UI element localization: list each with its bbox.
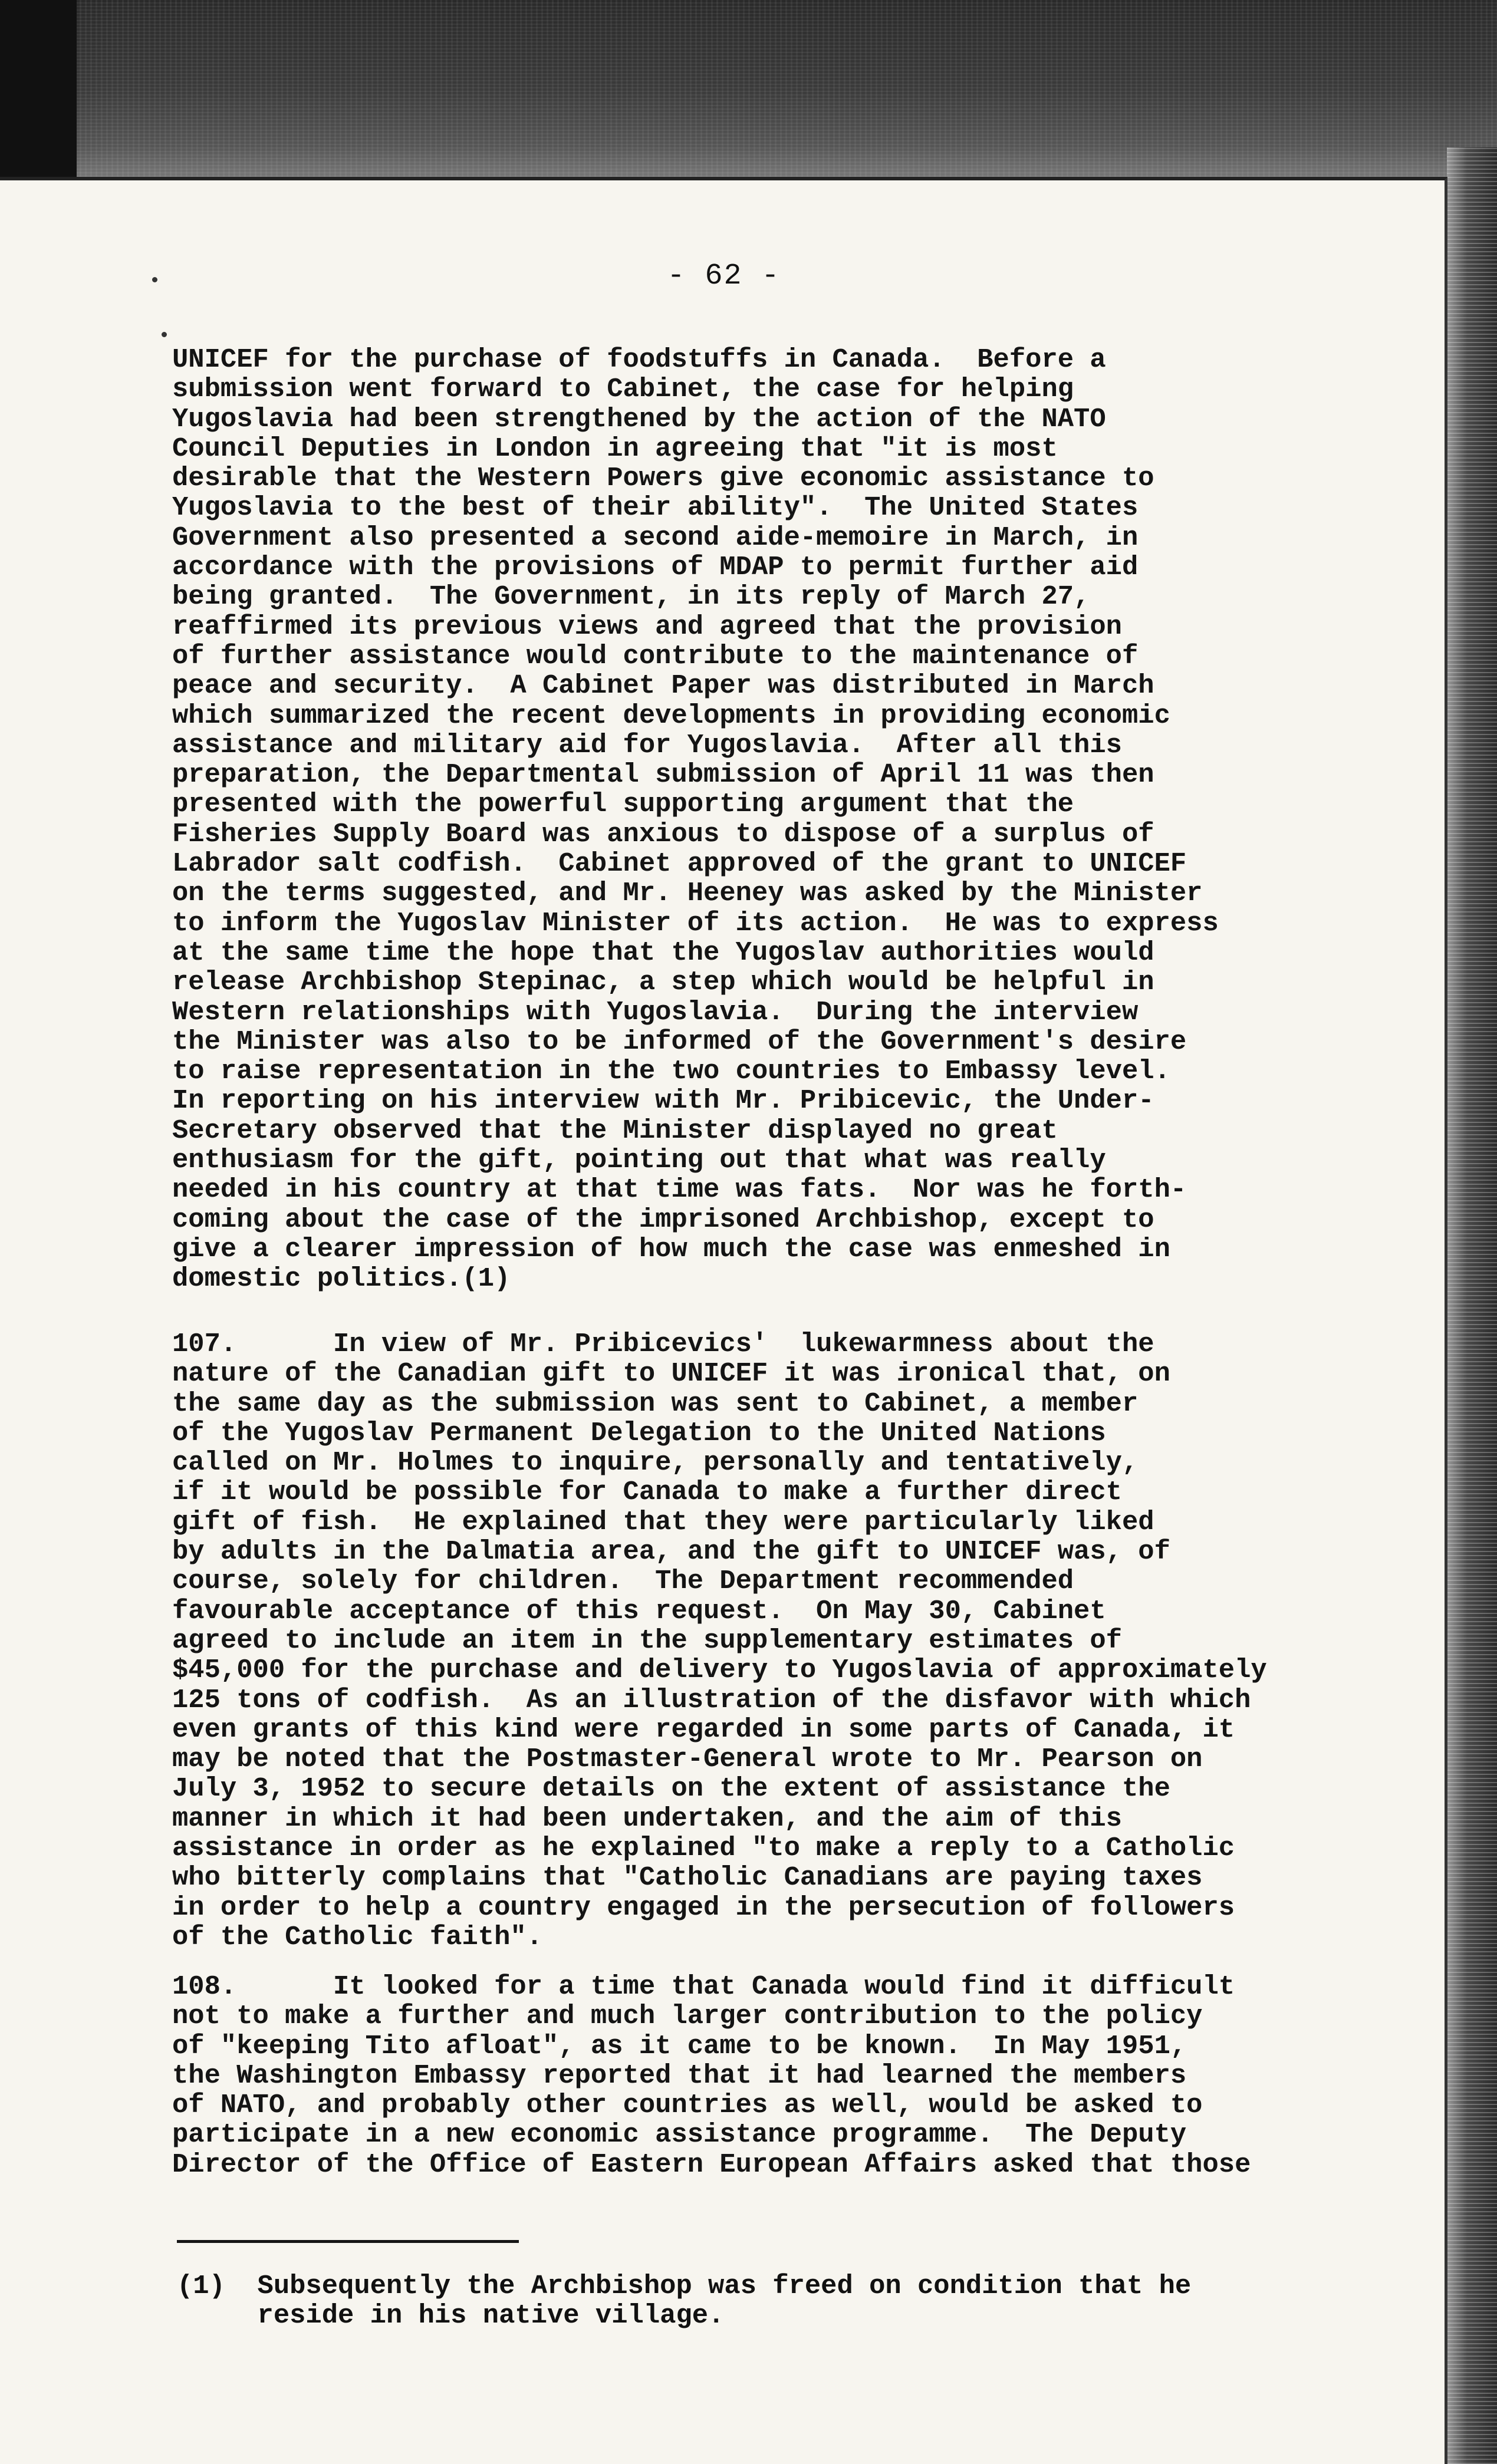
- text-line: accordance with the provisions of MDAP to permit further aid: [172, 552, 1139, 583]
- text-line: of further assistance would contribute to the maintenance of: [172, 640, 1139, 671]
- text-line: not to make a further and much larger contribution to the policy: [172, 2001, 1203, 2032]
- text-line: the Minister was also to be informed of the Government's desire: [172, 1026, 1187, 1057]
- text-line: course, solely for children. The Department recommended: [172, 1566, 1074, 1597]
- text-line: assistance in order as he explained "to make a reply to a Catholic: [172, 1833, 1235, 1864]
- text-line: Government also presented a second aide-memoire in March, in: [172, 522, 1139, 553]
- text-line: 108. It looked for a time that Canada would find it difficult: [172, 1971, 1235, 2002]
- text-line: favourable acceptance of this request. On May 30, Cabinet: [172, 1595, 1106, 1626]
- text-line: Yugoslavia had been strengthened by the action of the NATO: [172, 403, 1106, 434]
- text-line: Council Deputies in London in agreeing that "it is most: [172, 433, 1058, 464]
- text-line: of NATO, and probably other countries as well, would be asked to: [172, 2090, 1203, 2121]
- text-line: Fisheries Supply Board was anxious to dispose of a surplus of: [172, 818, 1154, 849]
- text-line: Western relationships with Yugoslavia. During the interview: [172, 996, 1139, 1027]
- text-line: July 3, 1952 to secure details on the extent of assistance the: [172, 1773, 1170, 1804]
- text-line: the Washington Embassy reported that it had learned the members: [172, 2060, 1187, 2091]
- text-line: Labrador salt codfish. Cabinet approved of the grant to UNICEF: [172, 848, 1187, 879]
- text-line: which summarized the recent developments in providing economic: [172, 700, 1170, 731]
- text-line: if it would be possible for Canada to make a further direct: [172, 1477, 1122, 1508]
- paragraph-continuation: [172, 345, 1399, 1294]
- text-line: called on Mr. Holmes to inquire, personally and tentatively,: [172, 1447, 1139, 1478]
- paragraph-108: [172, 1972, 1399, 2179]
- paragraph-107: [172, 1329, 1399, 1952]
- text-line: manner in which it had been undertaken, and the aim of this: [172, 1803, 1122, 1834]
- page-number: - 62 -: [667, 259, 781, 293]
- scanner-right-edge: [1447, 147, 1497, 2464]
- text-line: who bitterly complains that "Catholic Canadians are paying taxes: [172, 1862, 1203, 1893]
- text-line: gift of fish. He explained that they were particularly liked: [172, 1506, 1154, 1537]
- speck: [162, 332, 167, 337]
- text-line: on the terms suggested, and Mr. Heeney was asked by the Minister: [172, 878, 1203, 909]
- text-line: give a clearer impression of how much the case was enmeshed in: [172, 1233, 1170, 1264]
- text-line: reaffirmed its previous views and agreed that the provision: [172, 611, 1122, 642]
- text-line: of the Yugoslav Permanent Delegation to the United Nations: [172, 1417, 1106, 1448]
- text-line: may be noted that the Postmaster-General wrote to Mr. Pearson on: [172, 1744, 1203, 1775]
- text-line: coming about the case of the imprisoned Archbishop, except to: [172, 1204, 1154, 1235]
- text-line: release Archbishop Stepinac, a step which would be helpful in: [172, 967, 1154, 998]
- text-line: 107. In view of Mr. Pribicevics' lukewarmness about the: [172, 1329, 1154, 1359]
- text-line: 125 tons of codfish. As an illustration of the disfavor with which: [172, 1684, 1251, 1715]
- text-line: to inform the Yugoslav Minister of its action. He was to express: [172, 907, 1219, 938]
- text-line: in order to help a country engaged in the persecution of followers: [172, 1892, 1235, 1923]
- text-line: of the Catholic faith".: [172, 1921, 543, 1952]
- text-line: In reporting on his interview with Mr. Pribicevic, the Under-: [172, 1085, 1154, 1116]
- text-line: of "keeping Tito afloat", as it came to be known. In May 1951,: [172, 2030, 1187, 2061]
- text-line: desirable that the Western Powers give economic assistance to: [172, 463, 1154, 494]
- text-line: enthusiasm for the gift, pointing out that what was really: [172, 1145, 1106, 1176]
- text-line: needed in his country at that time was fats. Nor was he forth-: [172, 1174, 1187, 1205]
- text-line: Yugoslavia to the best of their ability". The United States: [172, 492, 1139, 523]
- text-line: participate in a new economic assistance programme. The Deputy: [172, 2119, 1187, 2150]
- text-line: Secretary observed that the Minister displayed no great: [172, 1115, 1058, 1146]
- text-line: assistance and military aid for Yugoslavia. After all this: [172, 729, 1122, 760]
- text-line: being granted. The Government, in its reply of March 27,: [172, 581, 1090, 612]
- text-line: nature of the Canadian gift to UNICEF it was ironical that, on: [172, 1358, 1170, 1389]
- text-line: Director of the Office of Eastern European Affairs asked that those: [172, 2149, 1251, 2180]
- footnote-divider: [177, 2240, 519, 2243]
- text-line: presented with the powerful supporting argument that the: [172, 789, 1074, 820]
- text-line: peace and security. A Cabinet Paper was distributed in March: [172, 670, 1154, 701]
- footnote-line: reside in his native village.: [177, 2300, 725, 2331]
- text-line: even grants of this kind were regarded in some parts of Canada, it: [172, 1714, 1235, 1745]
- text-line: submission went forward to Cabinet, the case for helping: [172, 374, 1074, 405]
- text-line: agreed to include an item in the supplementary estimates of: [172, 1625, 1122, 1656]
- text-line: $45,000 for the purchase and delivery to Yugoslavia of approximately: [172, 1655, 1267, 1686]
- text-line: preparation, the Departmental submission of April 11 was then: [172, 759, 1154, 790]
- text-line: the same day as the submission was sent to Cabinet, a member: [172, 1388, 1139, 1419]
- text-line: to raise representation in the two countries to Embassy level.: [172, 1056, 1170, 1087]
- text-line: by adults in the Dalmatia area, and the gift to UNICEF was, of: [172, 1536, 1170, 1567]
- text-line: at the same time the hope that the Yugoslav authorities would: [172, 937, 1154, 968]
- footnote: [177, 2271, 1191, 2331]
- text-line: UNICEF for the purchase of foodstuffs in Canada. Before a: [172, 344, 1106, 375]
- binding-spine: [0, 0, 77, 195]
- footnote-line: (1) Subsequently the Archbishop was freed on condition that he: [177, 2271, 1192, 2301]
- text-line: domestic politics.(1): [172, 1263, 511, 1294]
- scanner-top-band: [0, 0, 1497, 195]
